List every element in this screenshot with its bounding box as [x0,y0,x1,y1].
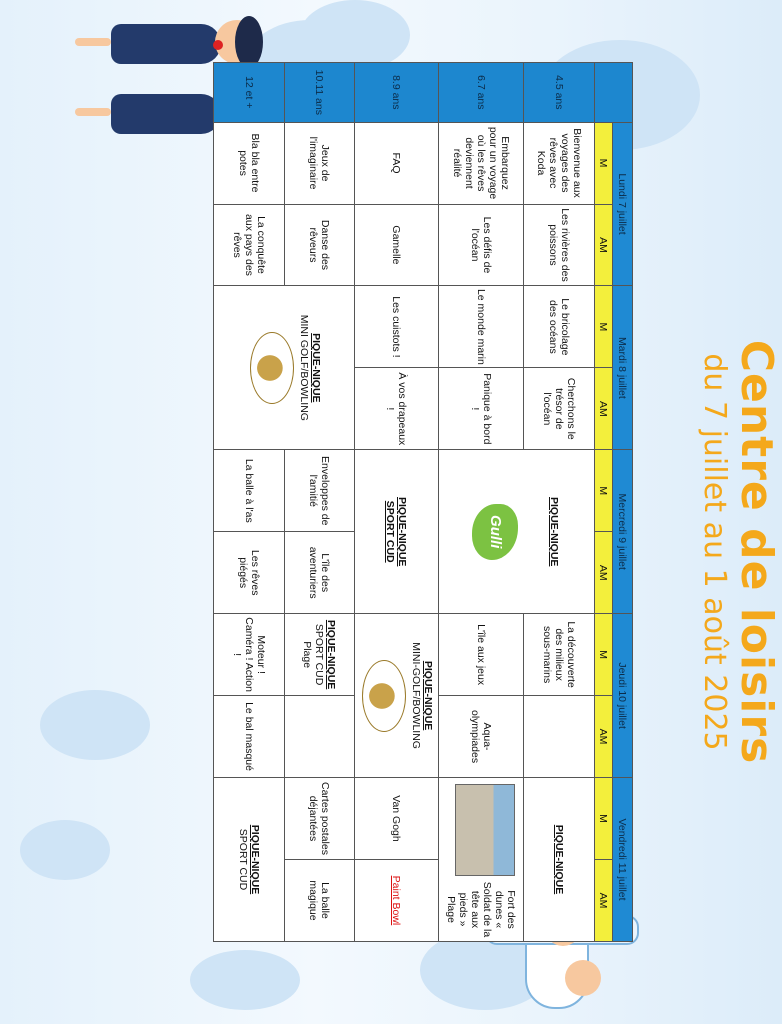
picnic-label: PIQUE-NIQUE [309,333,322,403]
picnic-label: PIQUE-NIQUE [325,619,338,690]
afternoon-header: AM [594,204,612,286]
morning-header: M [594,286,612,368]
picnic-label: PIQUE-NIQUE [396,497,409,567]
afternoon-header: AM [594,532,612,614]
schedule-table [213,62,633,942]
afternoon-header: AM [594,696,612,778]
activity-cell: Enveloppes de l'amitié [284,450,355,532]
activity-cell: Les rêves piégés [214,532,285,614]
activity-cell-merged [214,286,355,450]
activity-cell: Cherchons le trésor de l'océan [524,368,595,450]
activity-cell: Les rivières des poissons [524,204,595,286]
activity-cell: La balle magique [284,859,355,941]
activity-cell: FAQ [355,122,438,204]
activity-cell: Moteur ! Caméra ! Action ! [214,614,285,696]
activity-cell: La balle à l'as [214,450,285,532]
cloud-decoration [300,0,410,70]
morning-header: M [594,450,612,532]
activity-cell-merged [284,614,355,696]
age-group-label: 10.11 ans [284,63,355,123]
activity-cell: Jeux de l'imaginaire [284,122,355,204]
activity-cell: Les cuistots ! [355,286,438,368]
table-corner [594,63,632,123]
activity-cell: Les défis de l'océan [438,204,524,286]
activity-cell-merged [355,614,438,778]
picnic-label: PIQUE-NIQUE [524,778,595,942]
page-title: Centre de loisirs [731,339,782,765]
activity-cell: Le monde marin [438,286,524,368]
day-header-friday: Vendredi 11 juillet [612,778,632,942]
gulli-logo: Gulli [472,504,518,560]
day-header-tuesday: Mardi 8 juillet [612,286,632,450]
club-logo [362,660,406,732]
activity-cell: Bla bla entre potes [214,122,285,204]
morning-header: M [594,778,612,860]
empty-cell [284,696,355,778]
age-group-label: 6.7 ans [438,63,524,123]
activity-cell: Le bal masqué [214,696,285,778]
activity-cell: Bienvenue aux voyages des rêves avec Koda [524,122,595,204]
activity-text: Plage [301,641,314,669]
cloud-decoration [190,950,300,1010]
activity-cell: Paint Bowl [355,859,438,941]
club-logo [250,332,294,404]
activity-cell: À vos drapeaux ! [355,368,438,450]
age-group-label: 4.5 ans [524,63,595,123]
day-header-thursday: Jeudi 10 juillet [612,614,632,778]
page-subtitle: du 7 juillet au 1 août 2025 [697,353,732,751]
schedule-canvas [213,62,782,942]
age-group-label: 8.9 ans [355,63,438,123]
afternoon-header: AM [594,368,612,450]
activity-cell: Le bricolage des océans [524,286,595,368]
activity-cell-merged [355,450,438,614]
afternoon-header: AM [594,859,612,941]
activity-cell: Panique à bord ! [438,368,524,450]
cloud-decoration [20,820,110,880]
activity-cell: Gamelle [355,204,438,286]
activity-cell: La découverte des milieux sous-marins [524,614,595,696]
age-group-label: 12 et + [214,63,285,123]
activity-cell: L'île aux jeux [438,614,524,696]
picnic-label: PIQUE-NIQUE [248,824,261,895]
activity-text: Fort des dunes « Soldat de la tête aux pieds » Plage [444,881,517,938]
empty-cell [524,696,595,778]
activity-cell-merged [214,778,285,942]
activity-cell: L'île des aventuriers [284,532,355,614]
activity-cell-merged [438,778,524,942]
morning-header: M [594,122,612,204]
activity-text: MINI GOLF/BOWLING [297,314,310,421]
activity-text: SPORT CUD [313,623,326,686]
activity-text: SPORT CUD [236,828,249,891]
cloud-decoration [40,690,150,760]
activity-cell: La conquête aux pays des rêves [214,204,285,286]
activity-text: MINI-GOLF/BOWLING [409,642,422,749]
day-header-monday: Lundi 7 juillet [612,122,632,286]
activity-cell: Van Gogh [355,778,438,860]
picnic-label: PIQUE-NIQUE [548,497,561,567]
picnic-label: PIQUE-NIQUE [421,660,434,731]
activity-cell-merged [438,450,594,614]
activity-cell: Embarquez pour un voyage où les rêves deviennent réalité [438,122,524,204]
activity-cell: Danse des rêveurs [284,204,355,286]
day-header-wednesday: Mercredi 9 juillet [612,450,632,614]
poster-title-block [697,292,781,812]
sport-label: SPORT CUD [384,500,397,563]
morning-header: M [594,614,612,696]
activity-cell: Cartes postales déjantées [284,778,355,860]
dunes-fort-photo [455,784,515,876]
activity-cell: Aqua-olympiades [438,696,524,778]
